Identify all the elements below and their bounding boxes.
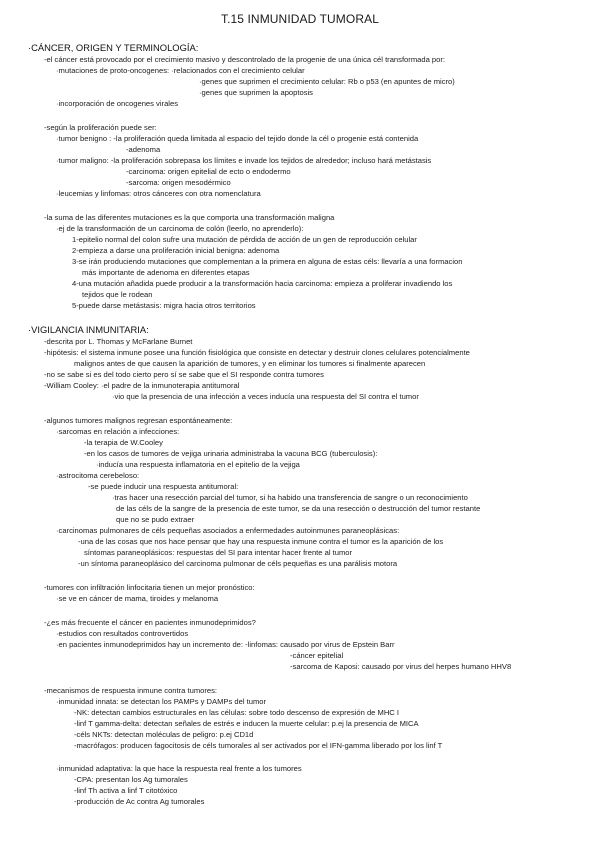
text-line: -¿es más frecuente el cáncer en pacientes inmunodeprimidos? (44, 618, 256, 627)
text-line: de las céls de la sangre de la presencia de este tumor, se da una resección o destrucción del tumor restante (116, 504, 481, 513)
text-line: -céls NKTs: detectan moléculas de peligro: p.ej CD1d (74, 730, 254, 739)
text-line: malignos antes de que causen la aparición de tumores, y en eliminar los tumores si finalmente aparecen (74, 359, 426, 368)
text-line: ·genes que suprimen el crecimiento celular: Rb o p53 (en apuntes de micro) (199, 77, 455, 86)
text-line: ·tras hacer una resección parcial del tumor, si ha habido una transferencia de sangre o un reconocimiento (112, 493, 468, 502)
text-line: -cáncer epitelial (290, 651, 344, 660)
text-line: -algunos tumores malignos regresan espontáneamente: (44, 416, 233, 425)
text-line: ·genes que suprimen la apoptosis (199, 88, 313, 97)
text-line: -linf T gamma-delta: detectan señales de estrés e inducen la muerte celular: p.ej la presencia de MICA (74, 719, 419, 728)
text-line: -el cáncer está provocado por el crecimiento masivo y descontrolado de la progenie de una única cél transformada por: (44, 55, 446, 64)
page-title: T.15 INMUNIDAD TUMORAL (220, 12, 379, 26)
section-heading: ·CÁNCER, ORIGEN Y TERMINOLOGÍA: (28, 42, 199, 53)
text-line: ·incorporación de oncogenes virales (56, 99, 178, 108)
text-line: -en los casos de tumores de vejiga urinaria administraba la vacuna BCG (tuberculosis): (84, 449, 378, 458)
text-line: ·sarcomas en relación a infecciones: (56, 427, 180, 436)
text-line: ·en pacientes inmunodeprimidos hay un incremento de: -linfomas: causado por virus de Epstein Barr (56, 640, 395, 649)
text-line: síntomas paraneoplásicos: respuestas del SI para intentar hacer frente al tumor (84, 548, 353, 557)
text-line: 1-epitelio normal del colon sufre una mutación de pérdida de acción de un gen de reproducción celular (72, 235, 417, 244)
text-line: que no se pudo extraer (116, 515, 195, 524)
text-line: -la suma de las diferentes mutaciones es la que comporta una transformación maligna (44, 213, 335, 222)
text-line: -tumores con infiltración linfocitaria tienen un mejor pronóstico: (44, 583, 255, 592)
text-line: -una de las cosas que nos hace pensar que hay una respuesta inmune contra el tumor es la aparición de los (78, 537, 444, 546)
text-line: -hipótesis: el sistema inmune posee una función fisiológica que consiste en detectar y destruir clones celulares potencialmente (44, 348, 470, 357)
text-line: -NK: detectan cambios estructurales en las células: sobre todo descenso de expresión de MHC I (74, 708, 400, 717)
text-line: ·inmunidad adaptativa: la que hace la respuesta real frente a los tumores (56, 764, 302, 773)
text-line: -descrita por L. Thomas y McFarlane Burnet (44, 337, 193, 346)
text-line: -se puede inducir una respuesta antitumoral: (88, 482, 239, 491)
text-line: ·se ve en cáncer de mama, tiroides y melanoma (56, 594, 219, 603)
text-line: ·tumor maligno: -la proliferación sobrepasa los límites e invade los tejidos de alrededor; incluso hará metástasis (56, 156, 432, 165)
text-line: 2-empieza a darse una proliferación inicial benigna: adenoma (72, 246, 280, 255)
text-line: -carcinoma: origen epitelial de ecto o endodermo (126, 167, 291, 176)
text-line: -sarcoma: origen mesodérmico (126, 178, 231, 187)
text-line: -sarcoma de Kaposi: causado por virus del herpes humano HHV8 (290, 662, 512, 671)
text-line: ·leucemias y linfomas: otros cánceres con otra nomenclatura (56, 189, 261, 198)
text-line: -William Cooley: ·el padre de la inmunoterapia antitumoral (44, 381, 240, 390)
text-line: -mecanismos de respuesta inmune contra tumores: (44, 686, 218, 695)
text-line: -adenoma (126, 145, 161, 154)
text-line: ·carcinomas pulmonares de céls pequeñas asociados a enfermedades autoinmunes paraneoplásicas: (56, 526, 400, 535)
text-line: ·vio que la presencia de una infección a veces inducía una respuesta del SI contra el tumor (112, 392, 419, 401)
text-line: ·astrocitoma cerebeloso: (56, 471, 140, 480)
text-line: -un síntoma paraneoplásico del carcinoma pulmonar de céls pequeñas es una parálisis motora (78, 559, 398, 568)
text-line: -no se sabe si es del todo cierto pero sí se sabe que el SI responde contra tumores (44, 370, 324, 379)
text-line: más importante de adenoma en diferentes etapas (82, 268, 250, 277)
text-line: ·inducía una respuesta inflamatoria en el epitelio de la vejiga (96, 460, 300, 469)
section-heading: ·VIGILANCIA INMUNITARIA: (28, 324, 149, 335)
text-line: -CPA: presentan los Ag tumorales (74, 775, 188, 784)
text-line: ·inmunidad innata: se detectan los PAMPs y DAMPs del tumor (56, 697, 267, 706)
text-line: -linf Th activa a linf T citotóxico (74, 786, 178, 795)
text-line: 3-se irán produciendo mutaciones que complementan a la primera en alguna de estas céls: llevaría a una formacion (72, 257, 463, 266)
text-line: -producción de Ac contra Ag tumorales (74, 797, 205, 806)
text-line: ·estudios con resultados controvertidos (56, 629, 189, 638)
text-line: 4-una mutación añadida puede producir a la transformación hacia carcinoma: empieza a proliferar invadiendo los (72, 279, 453, 288)
text-line: 5-puede darse metástasis: migra hacia otros territorios (72, 301, 256, 310)
text-line: ·ej de la transformación de un carcinoma de colón (leerlo, no aprenderlo): (56, 224, 304, 233)
text-line: -según la proliferación puede ser: (44, 123, 157, 132)
text-line: -macrófagos: producen fagocitosis de céls tumorales al ser activados por el IFN-gamma liberado por los linf T (74, 741, 443, 750)
text-line: -la terapia de W.Cooley (84, 438, 163, 447)
text-line: ·mutaciones de proto-oncogenes: ·relacionados con el crecimiento celular (56, 66, 305, 75)
text-line: tejidos que le rodean (82, 290, 153, 299)
text-line: ·tumor benigno : -la proliferación queda limitada al espacio del tejido donde la cél o progenie está contenida (56, 134, 419, 143)
